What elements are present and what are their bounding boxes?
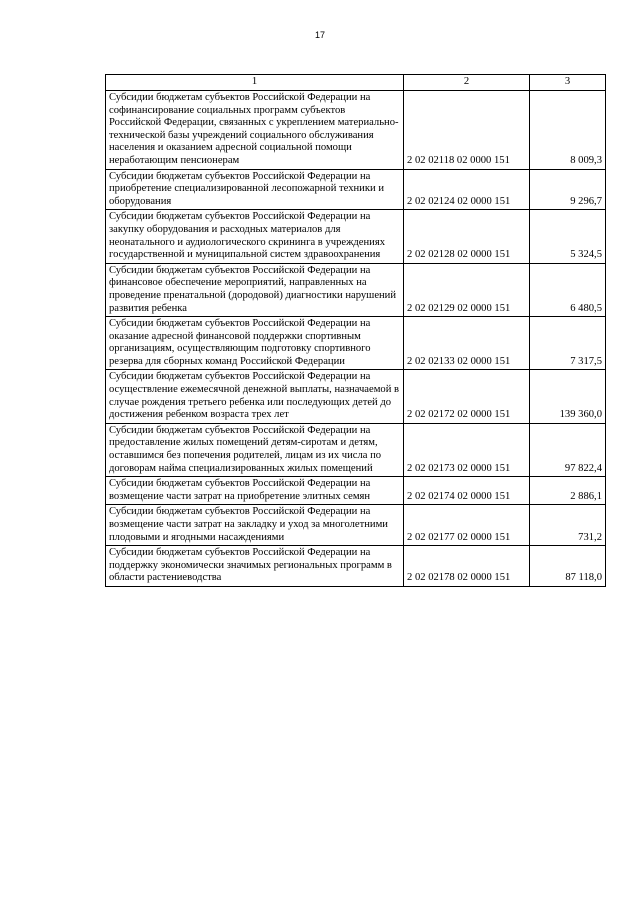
subsidy-name: Субсидии бюджетам субъектов Российской Федерации на закупку оборудования и расходных материалов для неонатального и аудиологического скрининга в учреждениях государственной и муниципальной систем здравоохранения <box>106 210 404 263</box>
subsidy-name: Субсидии бюджетам субъектов Российской Федерации на предоставление жилых помещений детям-сиротам и детям, оставшимся без попечения родителей, лицам из их числа по договорам найма специализированных жилых помещений <box>106 423 404 476</box>
column-header-2: 2 <box>404 75 530 91</box>
column-header-3: 3 <box>530 75 606 91</box>
budget-code: 2 02 02173 02 0000 151 <box>404 423 530 476</box>
budget-code: 2 02 02174 02 0000 151 <box>404 477 530 505</box>
table-row <box>106 370 606 423</box>
amount: 731,2 <box>530 505 606 546</box>
table-row <box>106 317 606 370</box>
subsidy-name: Субсидии бюджетам субъектов Российской Федерации на приобретение специализированной лесопожарной техники и оборудования <box>106 169 404 210</box>
budget-code: 2 02 02133 02 0000 151 <box>404 317 530 370</box>
amount: 2 886,1 <box>530 477 606 505</box>
table-row <box>106 169 606 210</box>
amount: 97 822,4 <box>530 423 606 476</box>
amount: 9 296,7 <box>530 169 606 210</box>
table-row <box>106 210 606 263</box>
table-row <box>106 423 606 476</box>
page-number: 17 <box>314 30 325 40</box>
subsidy-name: Субсидии бюджетам субъектов Российской Федерации на возмещение части затрат на приобретение элитных семян <box>106 477 404 505</box>
table-row <box>106 91 606 170</box>
table-header-row <box>106 75 606 91</box>
table-row <box>106 546 606 587</box>
subsidy-name: Субсидии бюджетам субъектов Российской Федерации на возмещение части затрат на закладку и уход за многолетними плодовыми и ягодными насаждениями <box>106 505 404 546</box>
subsidy-name: Субсидии бюджетам субъектов Российской Федерации на софинансирование социальных программ субъектов Российской Федерации, связанных с укреплением материально-технической базы учреждений социального обслуживания населения и оказанием адресной социальной помощи неработающим пенсионерам <box>106 91 404 170</box>
amount: 5 324,5 <box>530 210 606 263</box>
table-row <box>106 477 606 505</box>
amount: 87 118,0 <box>530 546 606 587</box>
amount: 6 480,5 <box>530 263 606 316</box>
column-header-1: 1 <box>106 75 404 91</box>
amount: 8 009,3 <box>530 91 606 170</box>
amount: 139 360,0 <box>530 370 606 423</box>
budget-code: 2 02 02128 02 0000 151 <box>404 210 530 263</box>
budget-code: 2 02 02172 02 0000 151 <box>404 370 530 423</box>
budget-code: 2 02 02118 02 0000 151 <box>404 91 530 170</box>
subsidy-name: Субсидии бюджетам субъектов Российской Федерации на оказание адресной финансовой поддержки спортивным организациям, осуществляющим подготовку спортивного резерва для сборных команд Российской Федерации <box>106 317 404 370</box>
subsidy-name: Субсидии бюджетам субъектов Российской Федерации на осуществление ежемесячной денежной выплаты, назначаемой в случае рождения третьего ребенка или последующих детей до достижения ребенком возраста трех лет <box>106 370 404 423</box>
budget-code: 2 02 02178 02 0000 151 <box>404 546 530 587</box>
amount: 7 317,5 <box>530 317 606 370</box>
budget-code: 2 02 02129 02 0000 151 <box>404 263 530 316</box>
budget-table <box>105 74 606 587</box>
subsidy-name: Субсидии бюджетам субъектов Российской Федерации на поддержку экономически значимых региональных программ в области растениеводства <box>106 546 404 587</box>
subsidy-name: Субсидии бюджетам субъектов Российской Федерации на финансовое обеспечение мероприятий, направленных на проведение пренатальной (дородовой) диагностики нарушений развития ребенка <box>106 263 404 316</box>
table-row <box>106 263 606 316</box>
table-row <box>106 505 606 546</box>
budget-code: 2 02 02177 02 0000 151 <box>404 505 530 546</box>
budget-code: 2 02 02124 02 0000 151 <box>404 169 530 210</box>
